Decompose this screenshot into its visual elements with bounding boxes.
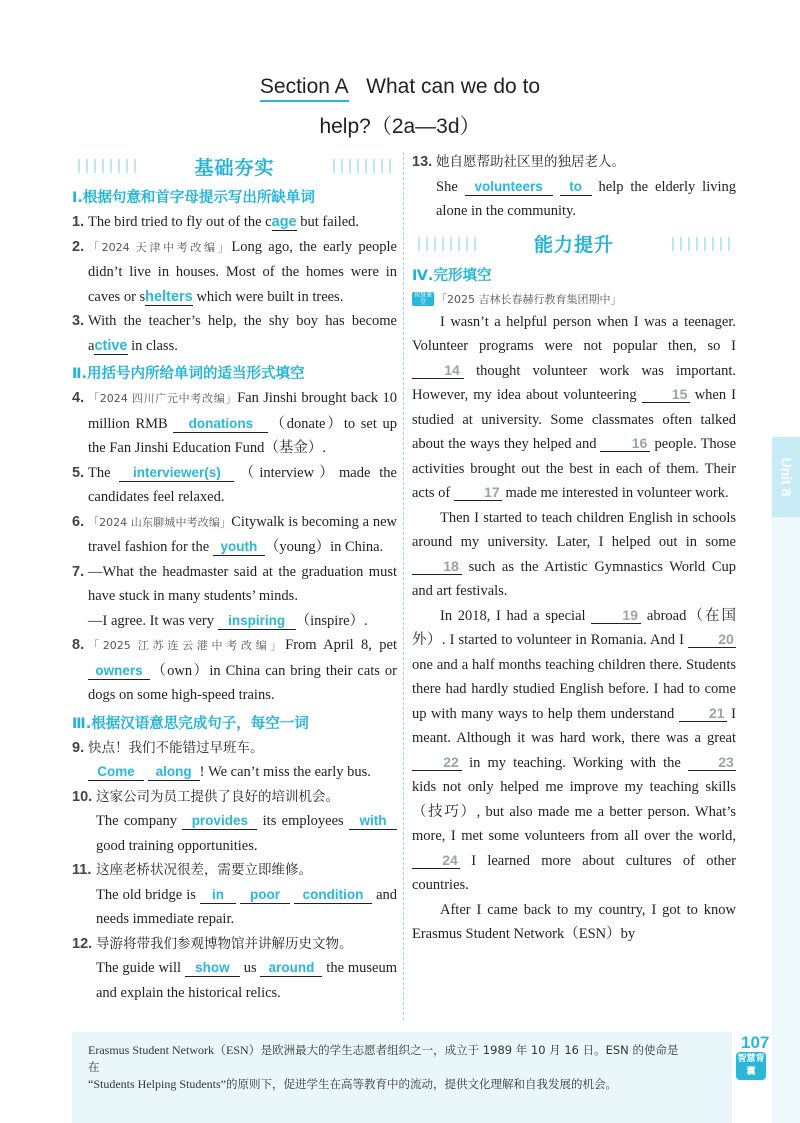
wisdom-badge-icon: 智慧背囊 bbox=[736, 1052, 766, 1080]
side-strip bbox=[772, 517, 800, 1123]
blank-22[interactable]: 22 bbox=[412, 754, 462, 771]
column-divider bbox=[403, 152, 404, 1020]
blank-17[interactable]: 17 bbox=[454, 484, 502, 501]
cloze-paragraph-3: In 2018, I had a special 19 abroad（在国外）. I started to volunteer in Romania. And I 20 one and a half months teaching children there. Students there had hardly studied English before. I had to come up with many ways to help them understand 21 I meant. Although it was hard work, there was a great 22 in my teaching. Working with the 23 kids not only helped me improve my teaching skills（技巧）, but also made me a better person. What’s more, I met some volunteers from all over the world, 24 I learned more about cultures of other countries. bbox=[412, 606, 736, 893]
blank-24[interactable]: 24 bbox=[412, 852, 460, 869]
banner-basic: 基础夯实 bbox=[72, 150, 397, 182]
blank-19[interactable]: 19 bbox=[591, 607, 641, 624]
answer: condition bbox=[294, 887, 372, 904]
answer: age bbox=[271, 214, 297, 230]
page-title bbox=[0, 75, 800, 99]
cloze-paragraph-2: Then I started to teach children English in schools around my university. Later, I helped out in some 18 such as the Artistic Gymnastics World Cup and art festivals. bbox=[412, 509, 736, 599]
answer: to bbox=[560, 179, 592, 196]
question-10: 10. 这家公司为员工提供了良好的培训机会。 The company provides its employees with good training opportunities. bbox=[72, 785, 397, 859]
answer: poor bbox=[240, 887, 290, 904]
blank-20[interactable]: 20 bbox=[688, 631, 736, 648]
section-heading-2: Ⅱ.用括号内所给单词的适当形式填空 bbox=[72, 366, 305, 382]
question-7: 7. —What the headmaster said at the graduation must have stuck in many students’ minds. —I agree. It was very inspiring （inspire）. bbox=[72, 563, 397, 629]
title-text: What can we do to bbox=[366, 75, 541, 98]
question-9: 9. 快点！我们不能错过早班车。 Come along ! We can’t miss the early bus. bbox=[72, 739, 371, 780]
section-heading-4: Ⅳ.完形填空 bbox=[412, 267, 492, 284]
answer: volunteers bbox=[465, 179, 553, 196]
answer: with bbox=[349, 813, 397, 830]
answer: donations bbox=[173, 416, 268, 433]
answer: owners bbox=[88, 663, 150, 680]
footer-note-box bbox=[72, 1032, 732, 1123]
source-line: 智慧课堂 「2025 吉林长春赫行教育集团期中」 bbox=[413, 291, 622, 306]
question-6: 6. 「2024 山东聊城中考改编」Citywalk is becoming a new travel fashion for the youth （young）in China. bbox=[72, 513, 397, 555]
answer: interviewer(s) bbox=[119, 465, 234, 482]
page-title-line2: help?（2a—3d） bbox=[319, 115, 481, 138]
question-1: 1. The bird tried to fly out of the cage but failed. bbox=[72, 214, 360, 230]
answer: helters bbox=[145, 288, 193, 305]
unit-tab[interactable]: Unit 8 bbox=[772, 437, 800, 517]
answer: in bbox=[200, 887, 236, 904]
answer: youth bbox=[213, 539, 265, 556]
blank-23[interactable]: 23 bbox=[688, 754, 736, 771]
blank-21[interactable]: 21 bbox=[679, 705, 727, 722]
answer: show bbox=[185, 960, 240, 977]
footer-note: Erasmus Student Network（ESN）是欧洲最大的学生志愿者组织之一，成立于 1989 年 10 月 16 日。ESN 的使命是在 “Students Helping Students”的原则下，促进学生在高等教育中的流动，提供文化理解和自我发展的机会。 bbox=[88, 1043, 679, 1091]
answer: ctive bbox=[94, 337, 128, 354]
blank-16[interactable]: 16 bbox=[600, 435, 650, 452]
blank-18[interactable]: 18 bbox=[412, 558, 462, 575]
answer: inspiring bbox=[218, 613, 296, 630]
answer: around bbox=[260, 960, 322, 977]
section-heading-3: Ⅲ.根据汉语意思完成句子，每空一词 bbox=[72, 715, 309, 732]
question-3: 3. With the teacher’s help, the shy boy has become active in class. bbox=[72, 313, 397, 354]
smart-class-icon: 智慧课堂 bbox=[413, 291, 432, 306]
answer: provides bbox=[182, 813, 257, 830]
right-column bbox=[412, 150, 736, 947]
blank-15[interactable]: 15 bbox=[642, 386, 690, 403]
answer: Come bbox=[88, 764, 144, 781]
question-5: 5. The interviewer(s) （interview）made the candidates feel relaxed. bbox=[72, 464, 397, 505]
left-column bbox=[72, 150, 397, 1005]
banner-advanced: 能力提升 bbox=[412, 228, 736, 260]
question-11: 11. 这座老桥状况很差，需要立即维修。 The old bridge is in poor condition and needs immediate repair. bbox=[72, 862, 398, 927]
question-13: 13. 她自愿帮助社区里的独居老人。 She volunteers to help the elderly living alone in the community. bbox=[412, 154, 737, 219]
cloze-paragraph-4: After I came back to my country, I got to know Erasmus Student Network（ESN）by bbox=[412, 901, 736, 942]
question-4: 4. 「2024 四川广元中考改编」Fan Jinshi brought back 10 million RMB donations （donate）to set up the Fan Jinshi Education Fund（基金）. bbox=[72, 390, 397, 456]
question-12: 12. 导游将带我们参观博物馆并讲解历史文物。 The guide will show us around the museum and explain the historical relics. bbox=[72, 935, 397, 1001]
question-8: 8. 「2025 江苏连云港中考改编」From April 8, pet owners （own）in China can bring their cats or dogs on some high-speed trains. bbox=[72, 637, 397, 703]
answer: along bbox=[148, 764, 200, 781]
cloze-paragraph-1: I wasn’t a helpful person when I was a teenager. Volunteer programs were not popular then, so I 14 thought volunteer work was important. However, my idea about volunteering 15 when I studied at university. Some classmates often talked about the ways they helped and 16 people. Those activities brought out the best in each of them. Their acts of 17 made me interested in volunteer work. bbox=[412, 313, 736, 501]
question-2: 2. 「2024 天津中考改编」Long ago, the early people didn’t live in houses. Most of the homes were in caves or shelters which were built in trees. bbox=[72, 238, 397, 305]
blank-14[interactable]: 14 bbox=[412, 362, 464, 379]
page-number: 107 bbox=[741, 1033, 770, 1052]
title-section: Section A bbox=[260, 75, 349, 102]
section-heading-1: Ⅰ.根据句意和首字母提示写出所缺单词 bbox=[72, 190, 315, 206]
